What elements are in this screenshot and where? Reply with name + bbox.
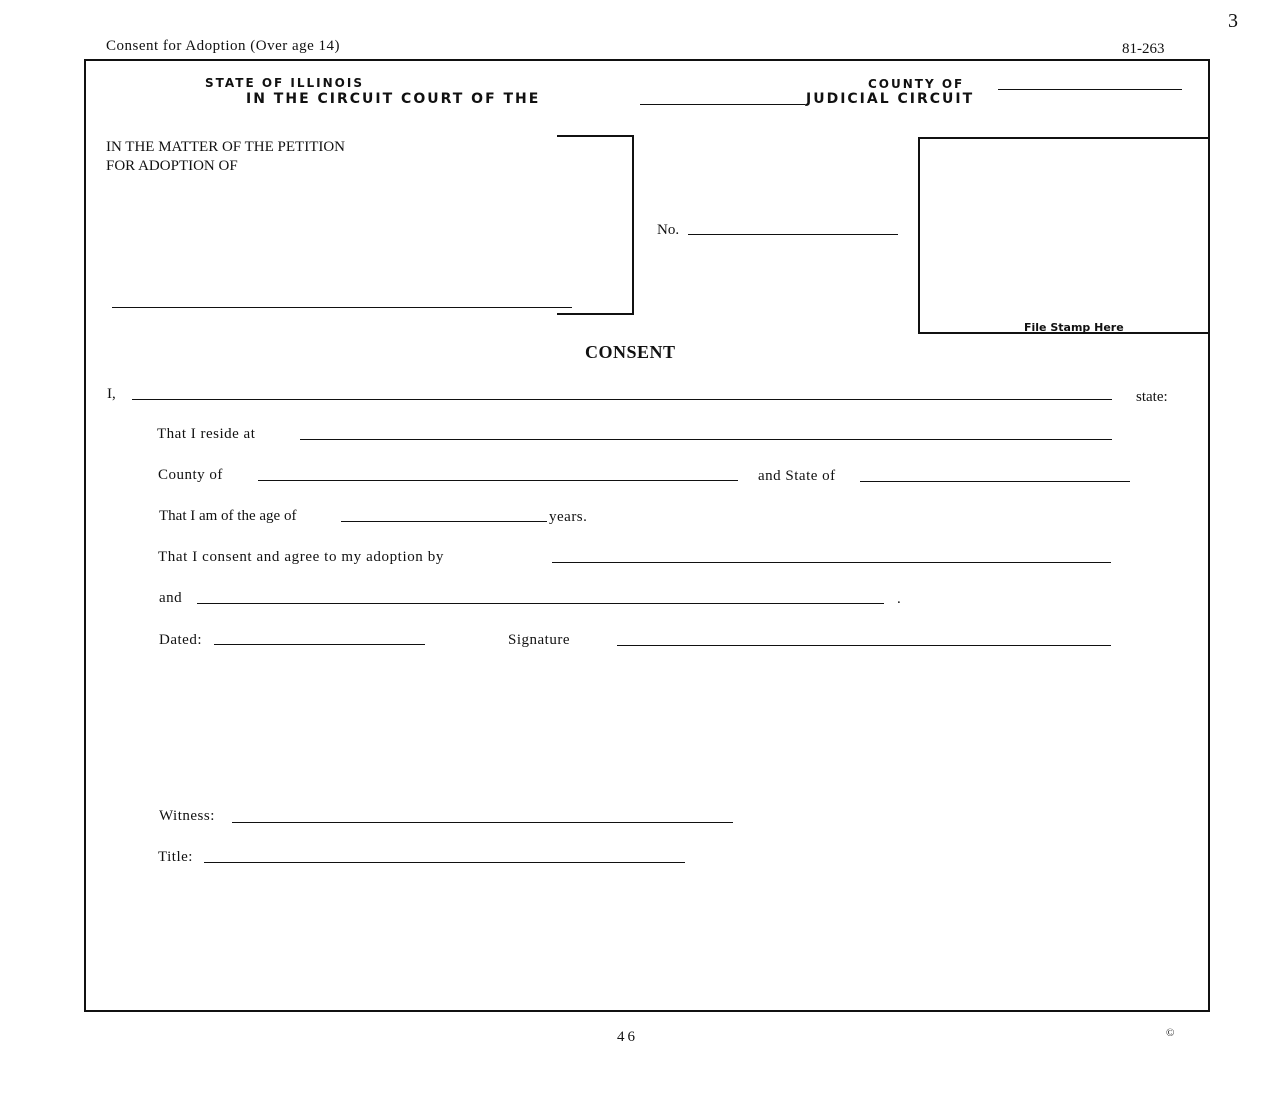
page-number: 46	[617, 1029, 638, 1045]
consent-heading: CONSENT	[585, 342, 676, 362]
corner-mark: 3	[1228, 10, 1238, 32]
and-label: and	[159, 590, 183, 606]
declarant-name-field[interactable]	[132, 399, 1112, 400]
witness-label: Witness:	[159, 808, 215, 824]
file-stamp-label: File Stamp Here	[1024, 321, 1124, 334]
caption-line-1: IN THE MATTER OF THE PETITION	[106, 139, 346, 155]
state-heading: STATE OF ILLINOIS	[205, 76, 364, 90]
state-label: state:	[1136, 389, 1168, 405]
county-heading: COUNTY OF	[868, 77, 965, 91]
court-heading-suffix: JUDICIAL CIRCUIT	[806, 91, 975, 107]
caption-line-2: FOR ADOPTION OF	[106, 158, 238, 174]
caption-bracket	[557, 135, 634, 315]
county-label: County of	[158, 467, 223, 483]
residence-county-field[interactable]	[258, 480, 738, 481]
county-field[interactable]	[998, 89, 1182, 90]
residence-state-field[interactable]	[860, 481, 1130, 482]
years-label: years.	[549, 509, 588, 525]
period-mark: .	[897, 591, 901, 607]
witness-field[interactable]	[232, 822, 733, 823]
adoptee-name-field[interactable]	[112, 307, 572, 308]
dated-label: Dated:	[159, 632, 202, 648]
court-heading-prefix: IN THE CIRCUIT COURT OF THE	[246, 91, 541, 107]
copyright-mark: ©	[1166, 1027, 1175, 1039]
case-number-label: No.	[657, 222, 680, 238]
residence-label: That I reside at	[157, 426, 256, 442]
declarant-label: I,	[107, 386, 116, 402]
signature-field[interactable]	[617, 645, 1111, 646]
judicial-circuit-field[interactable]	[640, 104, 805, 105]
adoptive-parent-2-field[interactable]	[197, 603, 884, 604]
signature-label: Signature	[508, 632, 570, 648]
case-number-field[interactable]	[688, 234, 898, 235]
adoptive-parent-1-field[interactable]	[552, 562, 1111, 563]
title-label: Title:	[158, 849, 193, 865]
form-number: 81-263	[1122, 41, 1165, 57]
title-field[interactable]	[204, 862, 685, 863]
residence-state-label: and State of	[758, 468, 836, 484]
form-title: Consent for Adoption (Over age 14)	[106, 38, 341, 54]
age-field[interactable]	[341, 521, 547, 522]
age-label: That I am of the age of	[159, 508, 297, 524]
adoption-by-label: That I consent and agree to my adoption by	[158, 549, 444, 565]
file-stamp-box	[918, 137, 1210, 334]
date-field[interactable]	[214, 644, 425, 645]
residence-field[interactable]	[300, 439, 1112, 440]
